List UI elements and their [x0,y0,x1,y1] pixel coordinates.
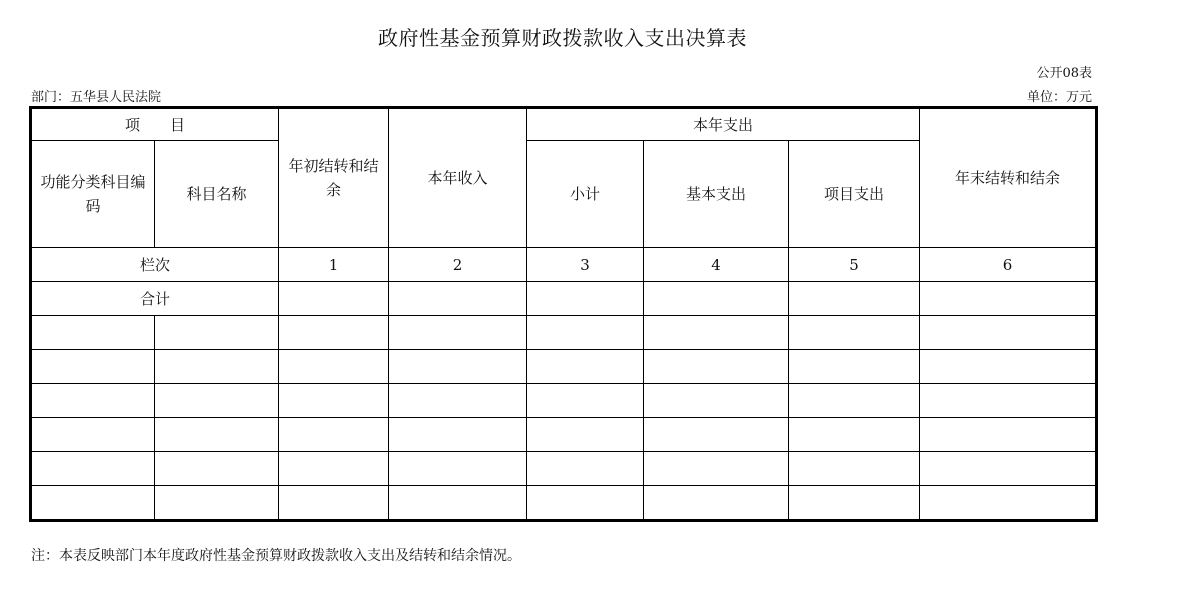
column-index-label: 栏次 [31,248,279,282]
table-cell [389,316,527,350]
table-row [31,418,1097,452]
table-cell [920,316,1097,350]
table-cell [31,350,155,384]
table-cell [155,452,279,486]
opening-balance-header: 年初结转和结余 [279,108,389,248]
table-cell [279,384,389,418]
table-cell [527,316,644,350]
table-cell [920,452,1097,486]
table-cell [527,282,644,316]
table-row [31,316,1097,350]
table-cell [155,316,279,350]
table-cell [789,418,920,452]
basic-expense-header: 基本支出 [644,141,789,248]
blank-rows [31,316,1097,521]
table-cell [644,452,789,486]
table-cell [279,418,389,452]
total-label: 合计 [31,282,279,316]
table-row [31,350,1097,384]
column-number: 2 [389,248,527,282]
table-cell [527,350,644,384]
column-number: 3 [527,248,644,282]
table-cell [155,486,279,521]
table-cell [155,350,279,384]
column-number: 4 [644,248,789,282]
table-cell [279,316,389,350]
table-cell [31,418,155,452]
item-header: 项 目 [31,108,279,141]
table-cell [920,282,1097,316]
table-cell [920,486,1097,521]
header-row-1 [31,108,1097,141]
table-cell [279,486,389,521]
table-cell [644,316,789,350]
table-cell [527,452,644,486]
form-number: 公开08表 [1036,66,1092,81]
table-cell [789,316,920,350]
income-header: 本年收入 [389,108,527,248]
unit-label: 单位：万元 [1026,90,1092,105]
footnote: 注：本表反映部门本年度政府性基金预算财政拨款收入支出及结转和结余情况。 [31,548,521,564]
column-number: 5 [789,248,920,282]
table-cell [644,418,789,452]
table-cell [789,452,920,486]
budget-table [29,106,1098,522]
table-cell [644,384,789,418]
table-cell [389,452,527,486]
table-cell [920,418,1097,452]
table-cell [389,384,527,418]
table-cell [644,282,789,316]
table-cell [31,384,155,418]
subject-name-header: 科目名称 [155,141,279,248]
table-cell [155,418,279,452]
column-number: 6 [920,248,1097,282]
table-cell [31,316,155,350]
table-cell [279,452,389,486]
table-cell [644,486,789,521]
table-cell [389,350,527,384]
closing-balance-header: 年末结转和结余 [920,108,1097,248]
func-code-header: 功能分类科目编码 [31,141,155,248]
table-row [31,486,1097,521]
table-cell [789,282,920,316]
table-cell [527,384,644,418]
table-cell [920,350,1097,384]
subtotal-header: 小计 [527,141,644,248]
table-cell [644,350,789,384]
table-cell [789,486,920,521]
table-cell [279,350,389,384]
table-cell [527,486,644,521]
table-cell [389,282,527,316]
table-row [31,384,1097,418]
table-cell [279,282,389,316]
table-cell [389,418,527,452]
column-number: 1 [279,248,389,282]
total-row [31,282,1097,316]
table-cell [155,384,279,418]
project-expense-header: 项目支出 [789,141,920,248]
table-cell [31,486,155,521]
column-index-row [31,248,1097,282]
table-cell [920,384,1097,418]
table-cell [389,486,527,521]
department-label: 部门：五华县人民法院 [31,90,162,105]
table-cell [527,418,644,452]
page-title: 政府性基金预算财政拨款收入支出决算表 [378,26,747,50]
table-row [31,452,1097,486]
table-cell [789,384,920,418]
expense-group-header: 本年支出 [527,108,920,141]
table-cell [31,452,155,486]
table-cell [789,350,920,384]
